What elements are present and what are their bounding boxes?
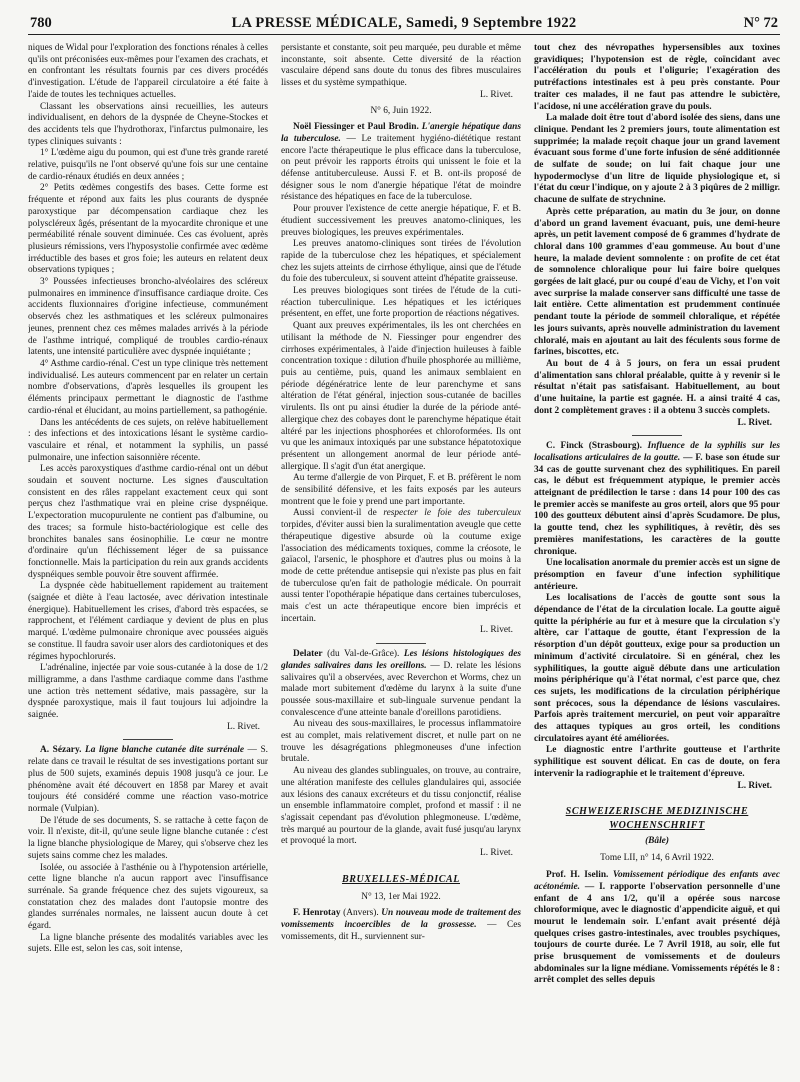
- article-text: — F. base son étude sur 34 cas de goutte survenant chez des syphilitiques. En pareil cas, le début est fréquemment atypique, le premier accès atteignant de prédilection le tarse : dans 14 pour 100 des cas le premier accès se manifeste au gros orteil, alors que 95 pour 100 des goutteux débutent ainsi d'après Scudamore. De plus, la goutte tend, chez les syphilitiques, à revêtir, dès ses premières manifestations, les caractères de la goutte chronique.: [534, 452, 780, 557]
- paragraph: La ligne blanche présente des modalités variables avec les sujets. Elle est, selon les cas, soit intense,: [28, 932, 268, 955]
- article-intro: [534, 441, 780, 558]
- column-1: [28, 43, 268, 1075]
- paragraph: Quant aux preuves expérimentales, ils les ont cherchées en utilisant la méthode de N. Fiessinger pour engendrer des cirrhoses expérimentales, à l'aide d'injection huileuses à faible concentration toxique : dilution d'huile phosphorée au millième, puis au centième, puis, quand les animaux semblaient en période dégénératrice lente de leur parenchyme et sans altération de l'état général, injection sous-cutanée de bacilles virulents. Ils ont pu ainsi étudier la durée de la période anté-allergique chez des cobayes dont le parenchyme hépatique était altéré par les injections phosphorées et chloroformées. Ils ont vu que les animaux intoxiqués par une substance hépatotoxique présentent un allongement anormal de leur période anté-allergique. Il s'agit d'un état anergique.: [281, 321, 521, 472]
- paragraph: Isolée, ou associée à l'asthénie ou à l'hypotension artérielle, cette ligne blanche n'a aucun rapport avec l'insuffisance surrénale. Sa grande fréquence chez des sujets vigoureux, sa constatation chez des malades dont l'autopsie montre des glandes surrénales normales, ne laissent aucun doute à cet égard.: [28, 862, 268, 932]
- divider: [123, 739, 173, 740]
- article-place: (Strasbourg).: [583, 441, 648, 452]
- signature: L. Rivet.: [737, 780, 772, 791]
- article-place: (Anvers).: [340, 908, 382, 919]
- issue-subheading: Tome LII, n° 14, 6 Avril 1922.: [600, 853, 714, 864]
- paragraph: 3° Poussées infectieuses broncho-alvéolaires des scléreux pulmonaires en imminence d'insuffisance cardiaque droite. Ces accidents fluxionnaires d'origine infectieuse, communément observés chez les asthmatiques et les scléreux pulmonaires jeunes, prennent chez ces mêmes malades arrivés à la période de l'asthme intriqué, compliqué de troubles cardio-rénaux latents, une intensité particulière avec dyspnée inquiétante ;: [28, 277, 268, 358]
- paragraph: Au terme d'allergie de von Pirquet, F. et B. préfèrent le nom de sensibilité défensive, et les faits exposés par les auteurs montrent que le foie y prend une part importante.: [281, 473, 521, 507]
- signature: L. Rivet.: [480, 625, 513, 636]
- emphasis-text: respecter le foie des tuberculeux: [383, 508, 521, 519]
- article-intro: [281, 908, 521, 943]
- paragraph: Une localisation anormale du premier accès est un signe de présomption en faveur d'une infection syphilitique antérieure.: [534, 558, 780, 592]
- article-author: Prof. H. Iselin.: [546, 870, 609, 881]
- article-author: F. Henrotay: [293, 908, 341, 919]
- paragraph: persistante et constante, soit peu marquée, peu durable et même inconstante, soit absente. Cette diversité de la réaction vasculaire dépend sans doute du tonus des fibres musculaires lisses et du système sympathique.: [281, 43, 521, 89]
- text-run: torpides, d'éviter aussi bien la suralimentation aveugle que cette thérapeutique digestive absurde où la coutume exige l'association des médicaments toxiques, comme la créosote, le gaïacol, l'arsenic, le phosphore et d'autres plus ou moins à la mode de cette prétendue antisepsie qui n'existe pas plus en fait de tuberculose qu'en fait de pathologie médicale. On pourrait aussi tenter l'opothérapie hépatique dans certaines tuberculoses, mais c'est un acte thérapeutique encore bien imprécis et incertain.: [281, 520, 521, 624]
- paragraph: Les accès paroxystiques d'asthme cardio-rénal ont un début soudain et souvent nocturne. Les signes d'auscultation consistent en des râles rappelant exactement ceux qui sont perçus chez l'asthmatique vrai en pleine crise dyspnéique. L'expectoration mucopurulente ne contient pas d'albumine, ou des traces; sa formule histo-bactériologique est celle des bronchites banales sans éosinophilie. Le cœur ne montre d'ordinaire qu'un fléchissement léger de sa puissance fonctionnelle. Mais la participation du rein aux grands accidents dyspnéiques semble pouvoir être souvent affirmée.: [28, 464, 268, 580]
- paragraph: tout chez des névropathes hypersensibles aux toxines gravidiques; l'hypotension est de règle, coïncidant avec l'accélération du pouls et l'oligurie; l'exagération des putréfactions intestinales est à peu près constante. Pour traiter ces malades, il ne faut pas attendre le subictère, l'acidose, ni une accélération grave du pouls.: [534, 43, 780, 112]
- article-intro: [281, 122, 521, 204]
- article-author: Delater: [293, 649, 323, 660]
- paragraph: Les preuves anatomo-cliniques sont tirées de l'évolution rapide de la tuberculose chez les hépatiques, et spécialement chez les sujets atteints de cirrhose éthylique, ainsi que de l'étude du foie des tuberculeux, si souvent atteint d'hépatite graisseuse.: [281, 239, 521, 285]
- page-header: [28, 12, 780, 35]
- article-title: La ligne blanche cutanée dite surrénale: [85, 745, 244, 756]
- paragraph: Au niveau des sous-maxillaires, le processus inflammatoire est au complet, mais relativement discret, et nulle part on ne trouve les désagrégations phlegmoneuses d'une infection brutale.: [281, 719, 521, 765]
- paragraph: Pour prouver l'existence de cette anergie hépatique, F. et B. étudient successivement les preuves anatomo-cliniques, les preuves biologiques, les preuves expérimentales.: [281, 204, 521, 238]
- paragraph: 4° Asthme cardio-rénal. C'est un type clinique très nettement individualisé. Les auteurs commencent par en relater un certain nombre d'observations, d'après lesquelles ils groupent les éléments principaux permettant le diagnostic de l'asthme cardio-rénal et élucidant, au moins partiellement, sa pathogénie.: [28, 358, 268, 416]
- article-author: Noël Fiessinger et Paul Brodin.: [293, 122, 419, 133]
- section-heading: SCHWEIZERISCHE MEDIZINISCHE: [565, 806, 749, 818]
- paragraph: Les preuves biologiques sont tirées de l'étude de la cuti-réaction tuberculinique. Les hépatiques et les ictériques présentent, en effet, une forte proportion de réactions négatives.: [281, 286, 521, 320]
- article-text: — Ces vomissements, dit H., surviennent sur-: [281, 919, 521, 942]
- article-text: — I. rapporte l'observation personnelle d'une enfant de 4 ans 1/2, qu'il a opérée sous narcose chloroformique, avec le diagnostic d'appendicite aiguë, et qui mourut le lendemain soir. L'enfant avait présenté déjà quelques crises gastro-intestinales, avec troubles psychiques, toujours de courte durée. Le 7 Avril 1918, au soir, elle fut prise brusquement de vomissements et de douleurs abdominales sur la ligne médiane. Vomissements répétés le 8 : arrêt complet des selles depuis: [534, 881, 780, 986]
- paragraph: Au niveau des glandes sublinguales, on trouve, au contraire, une altération manifeste des cellules glandulaires qui, associée aux lésions des canaux excréteurs et du tissu conjonctif, réalise un ensemble inflammatoire complet, profond et massif : il ne s'agissait cependant pas d'évolution phlegmoneuse. L'œdème, très marqué au pourtour de la glande, avait fusé jusqu'au larynx et provoqué la mort.: [281, 766, 521, 847]
- article-title: L'anergie hépatique dans la tuberculose.: [281, 122, 521, 144]
- issue-subheading: N° 6, Juin 1922.: [370, 105, 432, 116]
- article-title: Influence de la syphilis sur les localisations articulaires de la goutte.: [534, 441, 780, 463]
- paragraph: La malade doit être tout d'abord isolée des siens, dans une clinique. Pendant les 2 premiers jours, toute alimentation est supprimée; la malade reçoit chaque jour un grand lavement évacuant sous forme d'une forte infusion de séné additionnée de sulfate de soude; on lui fait chaque jour une hypodermoclyse d'un litre de liquide physiologique et, si l'état du cœur l'indique, on y ajoute 2 à 3 piqûres de 2 milligr. chacune de sulfate de strychnine.: [534, 113, 780, 206]
- section-heading: BRUXELLES-MÉDICAL: [341, 873, 460, 885]
- paragraph: Dans les antécédents de ces sujets, on relève habituellement : des infections et des intoxications lésant le système cardio-vasculaire et rénal, et notamment la syphilis, un passé pulmonaire, une infection saisonnière récente.: [28, 417, 268, 463]
- column-3: [534, 43, 780, 1075]
- article-intro: [281, 649, 521, 719]
- issue-subheading: N° 13, 1er Mai 1922.: [361, 891, 441, 902]
- paragraph: Le diagnostic entre l'arthrite goutteuse et l'arthrite syphilitique est souvent délicat. En cas de doute, on fera intervenir la radiographie et le traitement d'épreuve.: [534, 745, 780, 779]
- paragraph: niques de Widal pour l'exploration des fonctions rénales à celles qu'ils ont préconisées eux-mêmes pour l'examen des crachats, et en confrontant les résultats fournis par ces divers procédés d'investigation. L'étude de l'appareil circulatoire a été faite à l'aide de toutes les techniques actuelles.: [28, 43, 268, 100]
- signature: L. Rivet.: [737, 417, 772, 428]
- section-city: (Bâle): [645, 835, 669, 846]
- article-title: Vomissement périodique des enfants avec acétonémie.: [534, 870, 780, 892]
- paragraph: De l'étude de ses documents, S. se rattache à cette façon de voir. Il n'existe, dit-il, qu'une seule ligne blanche cutanée : c'est la ligne blanche physiologique de Marey, qui s'observe chez les sujets sains comme chez les malades.: [28, 815, 268, 861]
- paragraph: [281, 508, 521, 625]
- signature: L. Rivet.: [480, 89, 513, 100]
- paragraph: Les localisations de l'accès de goutte sont sous la dépendance de l'état de la circulation locale. La goutte aiguë quitte la périphérie au fur et à mesure que la circulation s'y altère, car l'attaque de goutte, étant l'expression de la résorption d'un dépôt goutteux, exige pour sa production un minimum d'activité circulatoire. Si en général, chez les syphilitiques, la goutte aiguë débute dans une articulation moins périphérique qu'à l'état normal, c'est parce que, chez ces sujets, les modifications de la circulation périphérique sont précoces, sous la dépendance de lésions vasculaires. Parfois après traitement mercuriel, on peut voir apparaître des attaques typiques au gros orteil, les conditions circulatoires ayant été améliorées.: [534, 593, 780, 744]
- divider: [376, 643, 426, 644]
- page-number: 780: [30, 15, 52, 31]
- column-2: [281, 43, 521, 1075]
- divider: [632, 435, 682, 436]
- article-title: Un nouveau mode de traitement des vomissements incoercibles de la grossesse.: [281, 908, 521, 930]
- article-author: A. Sézary.: [40, 745, 82, 756]
- paragraph: La dyspnée cède habituellement rapidement au traitement (saignée et diète à l'eau lactosée, avec dérivation intestinale énergique). Habituellement les crises, d'abord très espacées, se rapprochent, et l'élément cardiaque y devient de plus en plus marqué. L'œdème pulmonaire chronique avec poussées aiguës se constitue. Il faudra savoir user alors des cardiotoniques et des régimes hypochlorurés.: [28, 581, 268, 662]
- paragraph: L'adrénaline, injectée par voie sous-cutanée à la dose de 1/2 milligramme, a dans l'asthme cardiaque comme dans l'asthme une action très nettement sédative, mais passagère, sur la dyspnée paroxystique, mais il faut toujours lui adjoindre la saignée.: [28, 663, 268, 721]
- section-heading-line2: WOCHENSCHRIFT: [609, 820, 705, 831]
- article-text: — D. relate les lésions salivaires qu'il a observées, avec Reverchon et Worms, chez un malade mort subitement d'œdème du larynx à la suite d'une poussée sous-maxillaire et sub-linguale survenue pendant la convalescence d'une atteinte banale d'oreillons parotidiens.: [281, 660, 521, 718]
- article-place: (du Val-de-Grâce).: [322, 649, 404, 660]
- issue-number: N° 72: [743, 15, 778, 31]
- journal-title-date: LA PRESSE MÉDICALE, Samedi, 9 Septembre 1922: [231, 15, 577, 31]
- paragraph: 1° L'œdème aigu du poumon, qui est d'une très grande rareté relative, puisqu'ils ne l'ont observé qu'une fois sur une centaine de cardio-rénaux étudiés en deux années ;: [28, 148, 268, 182]
- text-run: Aussi convient-il de: [293, 508, 384, 519]
- signature: L. Rivet.: [227, 721, 260, 732]
- signature: L. Rivet.: [480, 848, 513, 859]
- article-text: — Le traitement hygiéno-diététique restant encore l'acte thérapeutique le plus efficace dans la tuberculose, on peut prévoir les rapports étroits qui unissent le foie et la défense antituberculeuse. Aussi F. et B. ont-ils proposé de désigner sous le nom d'anergie hépatique l'état de moindre résistance des hépatiques en face de la tuberculose.: [281, 133, 521, 203]
- article-intro: [28, 745, 268, 815]
- paragraph: Après cette préparation, au matin du 3e jour, on donne d'abord un grand lavement évacuant, puis, une demi-heure après, un petit lavement composé de 6 grammes d'hydrate de chloral dans 100 grammes d'eau gommeuse. Au bout d'une heure, la malade devient somnolente : on profite de cet état de somnolence chloralique pour lui faire boire quelques gorgées de lait glacé, pur ou coupé d'eau de Vichy, et l'on voit avec surprise la malade conserver sans difficulté une tasse de lait entière. Cette alimentation est prudemment continuée pendant toute la période de sommeil chloralique, et répétée les jours suivants, après nouvelle administration du lavement chloralé, mais en ajoutant au lait des féculents sous forme de farines, biscottes, etc.: [534, 206, 780, 358]
- article-title: Les lésions histologiques des glandes salivaires dans les oreillons.: [281, 649, 521, 671]
- article-intro: [534, 870, 780, 987]
- article-text: — S. relate dans ce travail le résultat de ses investigations portant sur plus de 500 sujets, examinés depuis 1908 jusqu'à ce jour. Le phénomène avait été découvert en 1858 par Marey et avait toujours été considéré comme une réaction vaso-motrice normale (Vulpian).: [28, 745, 268, 814]
- paragraph: Classant les observations ainsi recueillies, les auteurs individualisent, en dehors de la dyspnée de Cheyne-Stockes et des accidents tels que l'hydrothorax, l'infarctus pulmonaire, les types cliniques suivants :: [28, 101, 268, 147]
- paragraph: Au bout de 4 à 5 jours, on fera un essai prudent d'alimentation sans chloral préalable, quitte à y revenir si le résultat n'était pas satisfaisant. Habituellement, au bout d'une huitaine, la partie est gagnée. H. a ainsi traité 4 cas, dont 2 complètement graves : il a obtenu 3 succès complets.: [534, 358, 780, 416]
- article-author: C. Finck: [546, 441, 584, 452]
- paragraph: 2° Petits œdèmes congestifs des bases. Cette forme est fréquente et répond aux faits les plus courants de dyspnée paroxystique par décompensation cardiaque chez les polyscléreux âgés, présentant de la myocardite chronique et une perméabilité rénale souvent diminuée. Ces cas évoluent, après plusieurs rémissions, vers l'hyposystolie confirmée avec œdème irréductible des bases et gros foie; les auteurs en relatent deux observations typiques ;: [28, 183, 268, 276]
